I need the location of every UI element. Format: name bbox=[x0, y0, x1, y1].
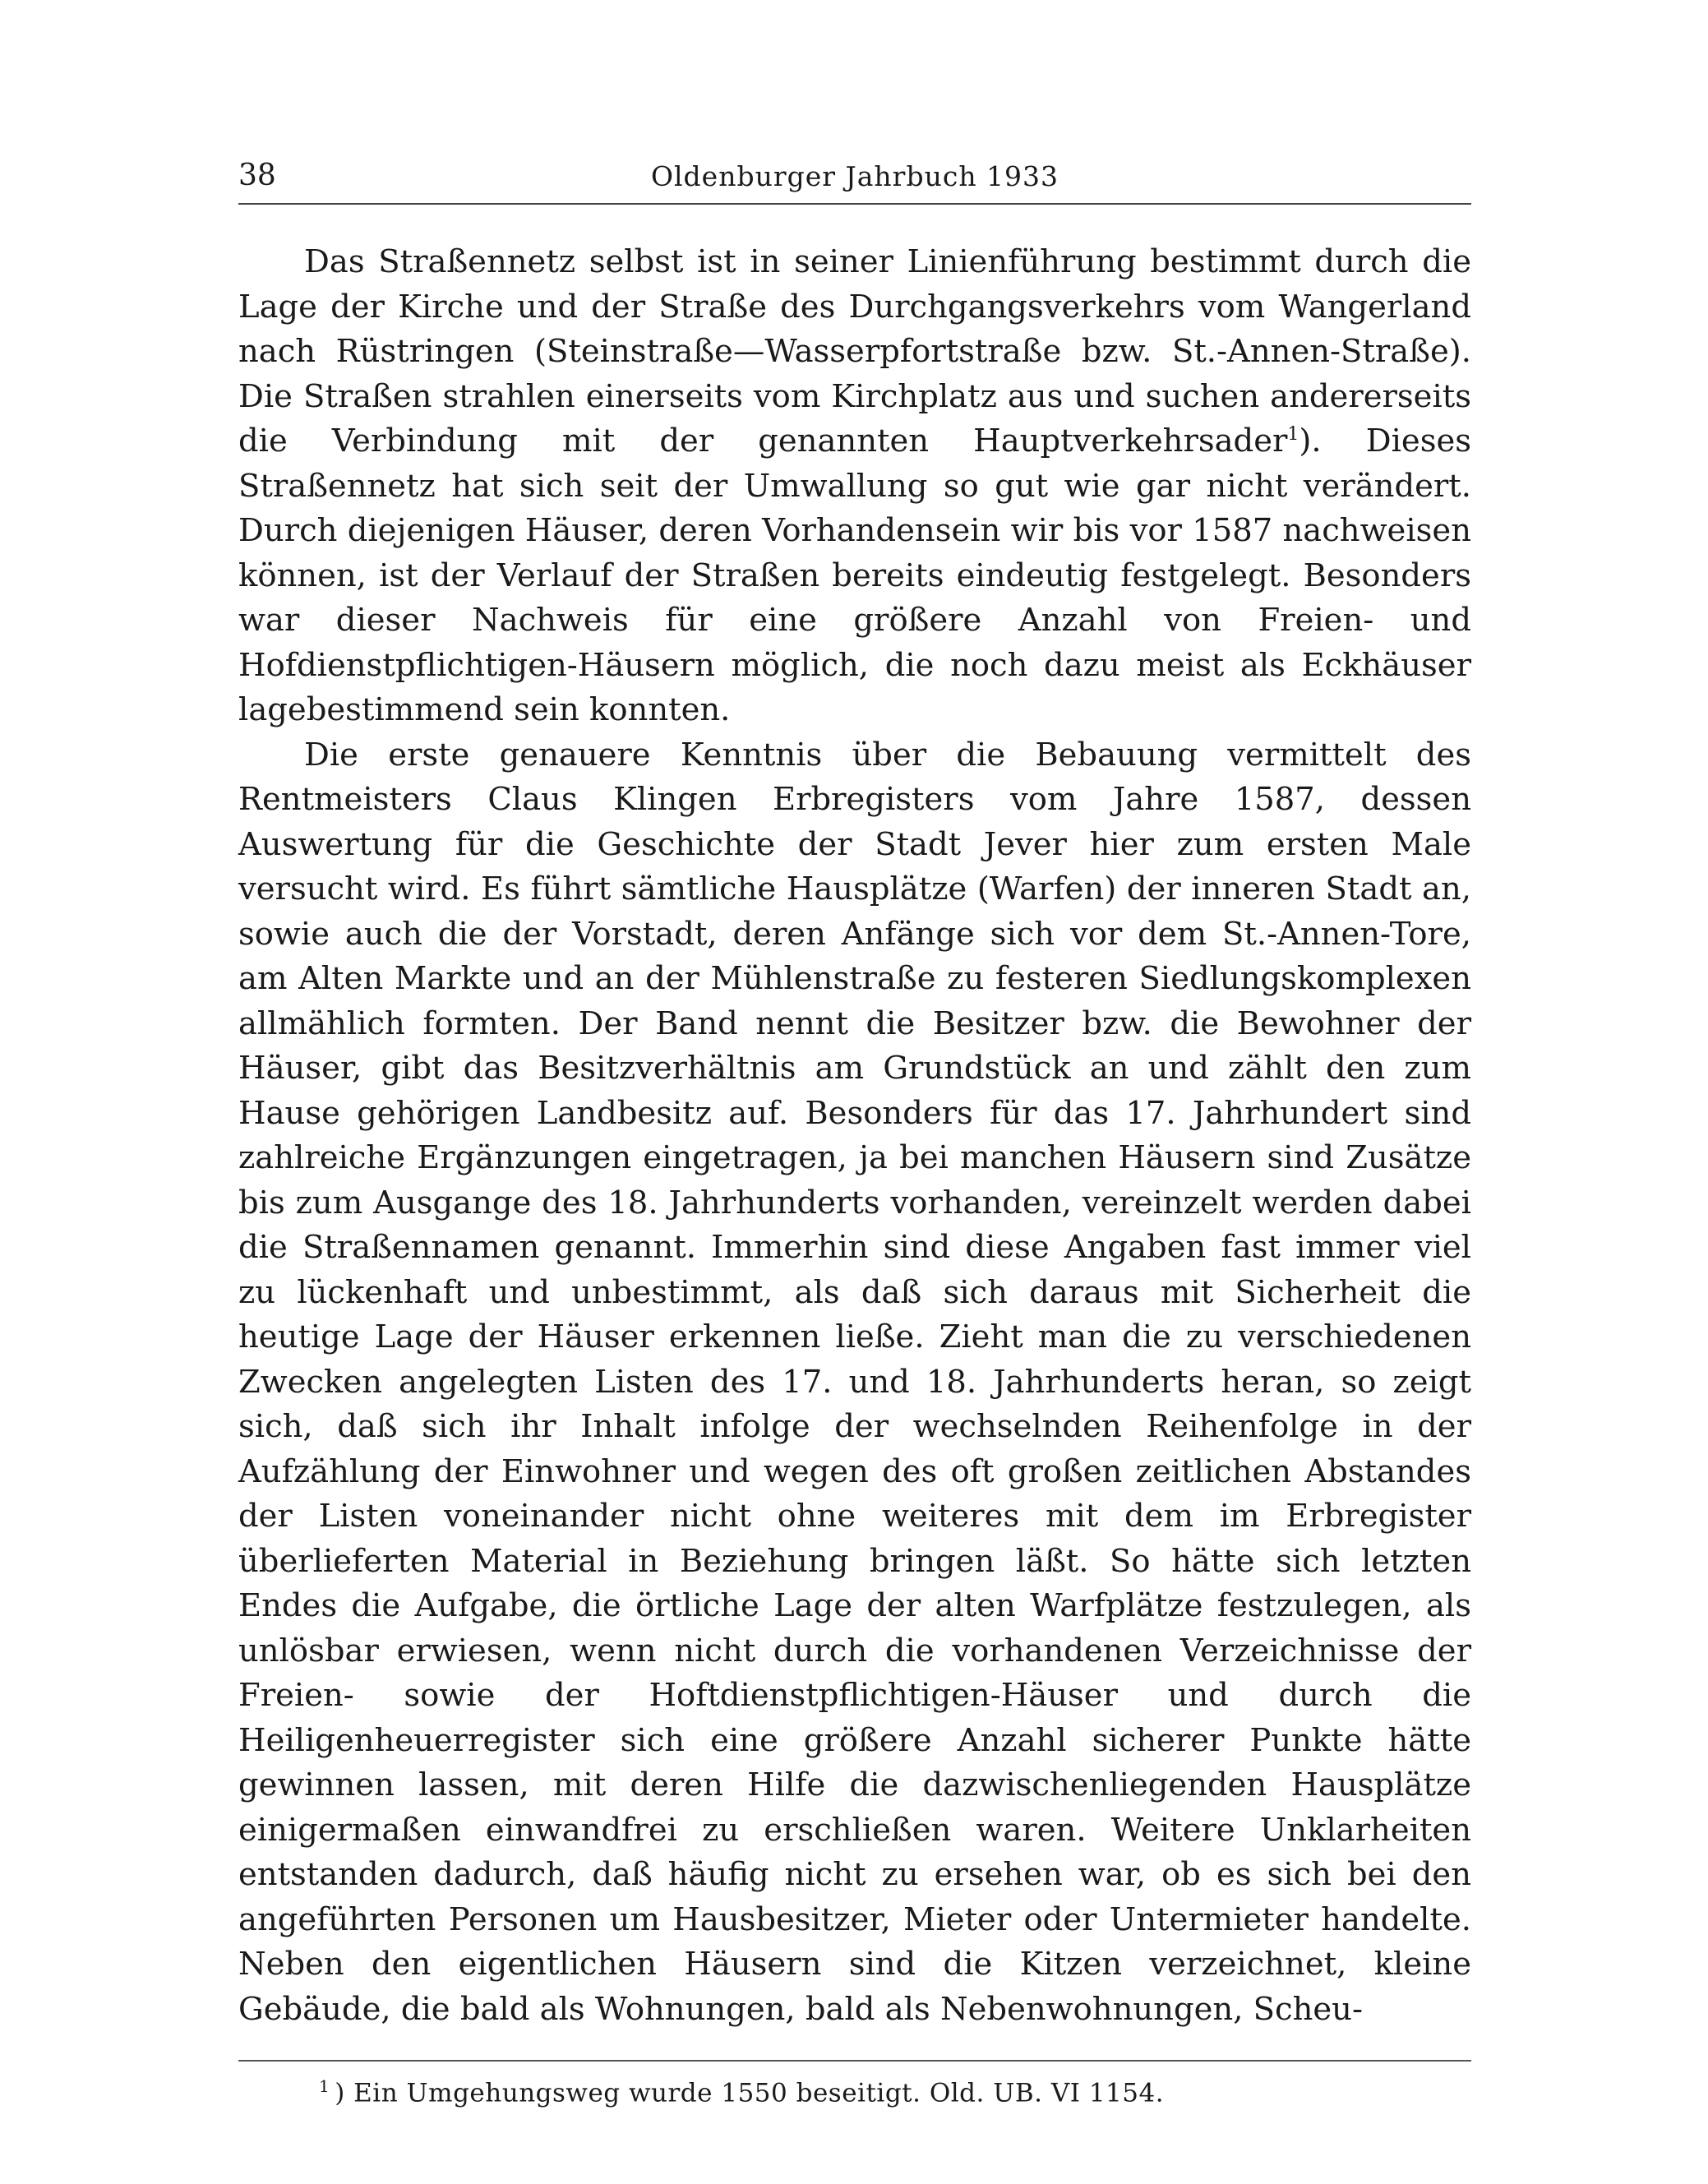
header-rule bbox=[238, 203, 1471, 205]
paragraph-1 bbox=[238, 240, 1471, 733]
footnote-text: ) Ein Umgehungsweg wurde 1550 beseitigt. Old. UB. VI 1154. bbox=[335, 2078, 1165, 2108]
body-text bbox=[238, 240, 1471, 2032]
footnote-mark: 1 bbox=[319, 2076, 330, 2096]
footnote bbox=[319, 2068, 1470, 2111]
paragraph-1-text-a: Das Straßennetz selbst ist in seiner Linienführung bestimmt durch die Lage der Kirche und der Straße des Durchgangsverkehrs vom Wangerland nach Rüstringen (Steinstraße—Wasserpfortstraße bzw. St.-Annen-Straße). Die Straßen strahlen einerseits vom Kirchplatz aus und suchen andererseits die Verbindung mit der genannten Hauptverkehrsader bbox=[238, 243, 1471, 459]
paragraph-1-text-b: ). Dieses Straßennetz hat sich seit der Umwallung so gut wie gar nicht verändert. Durch diejenigen Häuser, deren Vorhandensein wir bis vor 1587 nachweisen können, ist der Verlauf der Straßen bereits eindeutig festgelegt. Besonders war dieser Nachweis für eine größere Anzahl von Freien- und Hofdienstpflichtigen-Häusern möglich, die noch dazu meist als Eckhäuser lagebestimmend sein konnten. bbox=[238, 422, 1471, 728]
footnote-reference: 1 bbox=[1287, 424, 1299, 446]
running-head: Oldenburger Jahrbuch 1933 bbox=[650, 160, 1059, 192]
footnote-rule bbox=[238, 2060, 1471, 2062]
page-header bbox=[238, 156, 1471, 205]
paragraph-2: Die erste genauere Kenntnis über die Bebauung vermittelt des Rentmeisters Claus Klingen Erbregisters vom Jahre 1587, dessen Auswertung für die Geschichte der Stadt Jever hier zum ersten Male versucht wird. Es führt sämtliche Hausplätze (Warfen) der inneren Stadt an, sowie auch die der Vorstadt, deren Anfänge sich vor dem St.-Annen-Tore, am Alten Markte und an der Mühlenstraße zu festeren Siedlungskomplexen allmählich formten. Der Band nennt die Besitzer bzw. die Bewohner der Häuser, gibt das Besitzverhältnis am Grundstück an und zählt den zum Hause gehörigen Landbesitz auf. Besonders für das 17. Jahrhundert sind zahlreiche Ergänzungen eingetragen, ja bei manchen Häusern sind Zusätze bis zum Ausgange des 18. Jahrhunderts vorhanden, vereinzelt werden dabei die Straßennamen genannt. Immerhin sind diese Angaben fast immer viel zu lückenhaft und unbestimmt, als daß sich daraus mit Sicherheit die heutige Lage der Häuser erkennen ließe. Zieht man die zu verschiedenen Zwecken angelegten Listen des 17. und 18. Jahrhunderts heran, so zeigt sich, daß sich ihr Inhalt infolge der wechselnden Reihenfolge in der Aufzählung der Einwohner und wegen des oft großen zeitlichen Abstandes der Listen voneinander nicht ohne weiteres mit dem im Erbregister überlieferten Material in Beziehung bringen läßt. So hätte sich letzten Endes die Aufgabe, die örtliche Lage der alten Warfplätze festzulegen, als unlösbar erwiesen, wenn nicht durch die vorhandenen Verzeichnisse der Freien- sowie der Hoftdienstpflichtigen-Häuser und durch die Heiligenheuerregister sich eine größere Anzahl sicherer Punkte hätte gewinnen lassen, mit deren Hilfe die dazwischenliegenden Hausplätze einigermaßen einwandfrei zu erschließen waren. Weitere Unklarheiten entstanden dadurch, daß häufig nicht zu ersehen war, ob es sich bei den angeführten Personen um Hausbesitzer, Mieter oder Untermieter handelte. Neben den eigentlichen Häusern sind die Kitzen verzeichnet, kleine Gebäude, die bald als Wohnungen, bald als Nebenwohnungen, Scheu- bbox=[238, 736, 1471, 2028]
page-number: 38 bbox=[238, 159, 276, 192]
